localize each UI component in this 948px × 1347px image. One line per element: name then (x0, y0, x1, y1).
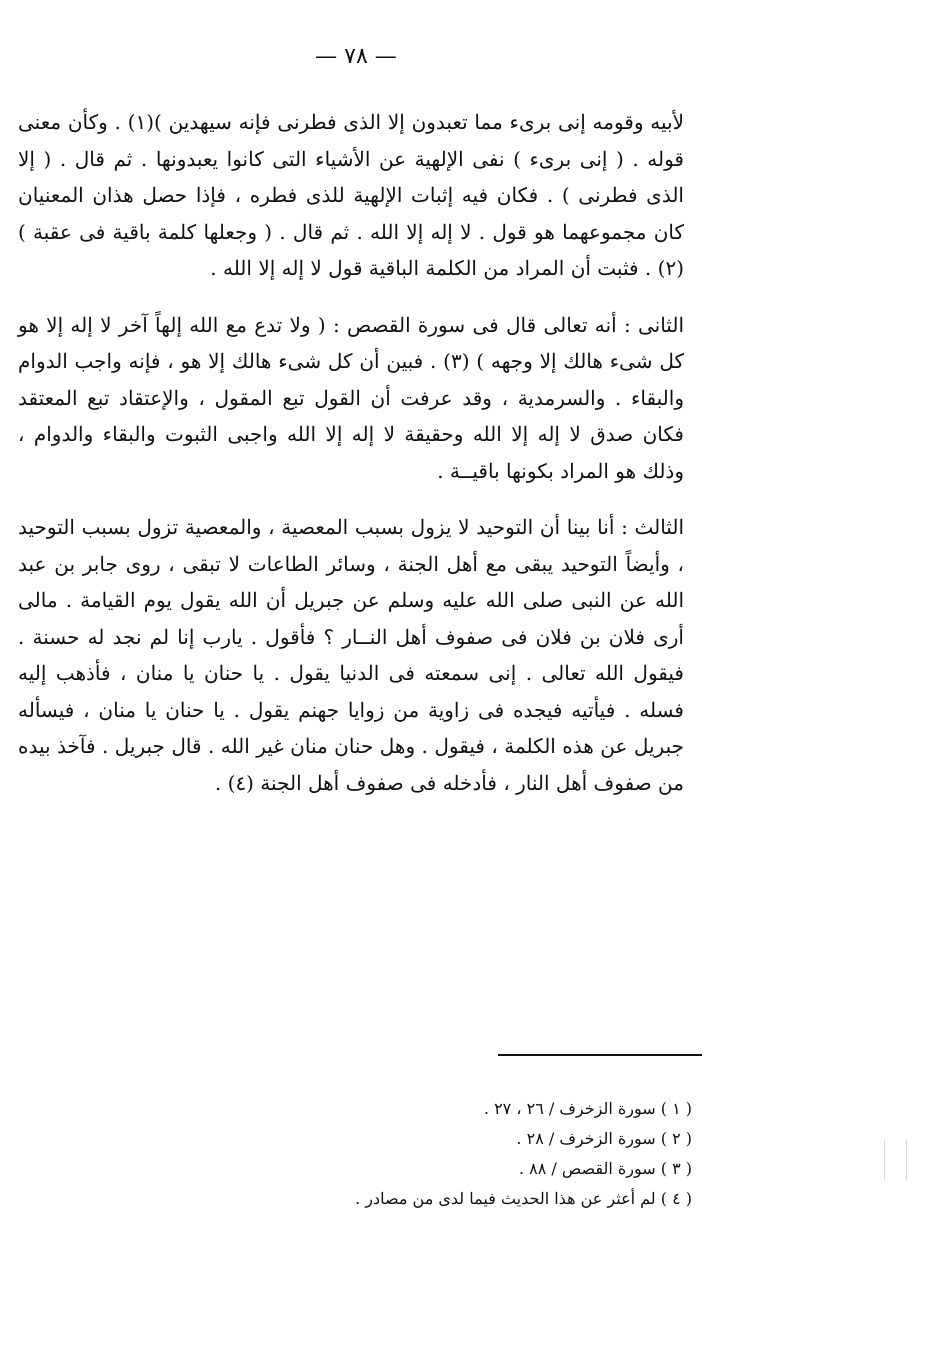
page-number: — ٧٨ — (315, 44, 397, 69)
paragraph-2: الثانى : أنه تعالى قال فى سورة القصص : ( ولا تدع مع الله إلهاً آخر لا إله إلا هو كل شىء هالك إلا وجهه ) (٣) . فبين أن كل شىء هالك إلا هو ، فإنه واجب الدوام والبقاء . والسرمدية ، وقد عرفت أن القول تبع المقول ، والإعتقاد تبع المعتقد فكان صدق لا إله إلا الله وحقيقة لا إله إلا الله واجبى الثبوت والبقاء والدوام ، وذلك هو المراد بكونها باقيــة . (18, 312, 684, 483)
paragraph-3: الثالث : أنا بينا أن التوحيد لا يزول بسبب المعصية ، والمعصية تزول بسبب التوحيد ، وأيضاً التوحيد يبقى مع أهل الجنة ، وسائر الطاعات لا تبقى ، روى جابر بن عبد الله عن النبى صلى الله عليه وسلم عن جبريل أن الله يقول يوم القيامة . مالى أرى فلان بن فلان فى صفوف أهل النــار ؟ فأقول . يارب إنا لم نجد له حسنة . فيقول الله تعالى . إنى سمعته فى الدنيا يقول . يا حنان يا منان ، فأذهب إليه فسله . فيأتيه فيجده فى زاوية من زوايا جهنم يقول . يا حنان يا منان ، فيسأله جبريل عن هذه الكلمة ، فيقول . وهل حنان منان غير الله . قال جبريل . فآخذ بيده من صفوف أهل النار ، فأدخله فى صفوف أهل الجنة (٤) . (18, 515, 684, 795)
scan-margin-mark (906, 1140, 907, 1180)
paragraph-1: لأبيه وقومه إنى برىء مما تعبدون إلا الذى فطرنى فإنه سيهدين )(١) . وكأن معنى قوله . ( إنى برىء ) نفى الإلهية عن الأشياء التى كانوا يعبدونها . ثم قال . ( إلا الذى فطرنى ) . فكان فيه إثبات الإلهية للذى فطره ، فإذا حصل هذان المعنيان كان مجموعهما هو قول . لا إله إلا الله . ثم قال . ( وجعلها كلمة باقية فى عقبة ) (٢) . فثبت أن المراد من الكلمة الباقية قول لا إله إلا الله . (18, 110, 684, 280)
footnote-4: ( ٤ ) لم أعثر عن هذا الحديث فيما لدى من مصادر . (355, 1189, 692, 1208)
scan-margin-mark (884, 1140, 885, 1180)
footnote-separator (498, 1054, 702, 1056)
footnotes (300, 1094, 692, 1214)
footnote-3: ( ٣ ) سورة القصص / ٨٨ . (518, 1159, 692, 1178)
footnote-1: ( ١ ) سورة الزخرف / ٢٦ ، ٢٧ . (483, 1099, 692, 1118)
footnote-2: ( ٢ ) سورة الزخرف / ٢٨ . (516, 1129, 692, 1148)
body-text (18, 104, 684, 801)
